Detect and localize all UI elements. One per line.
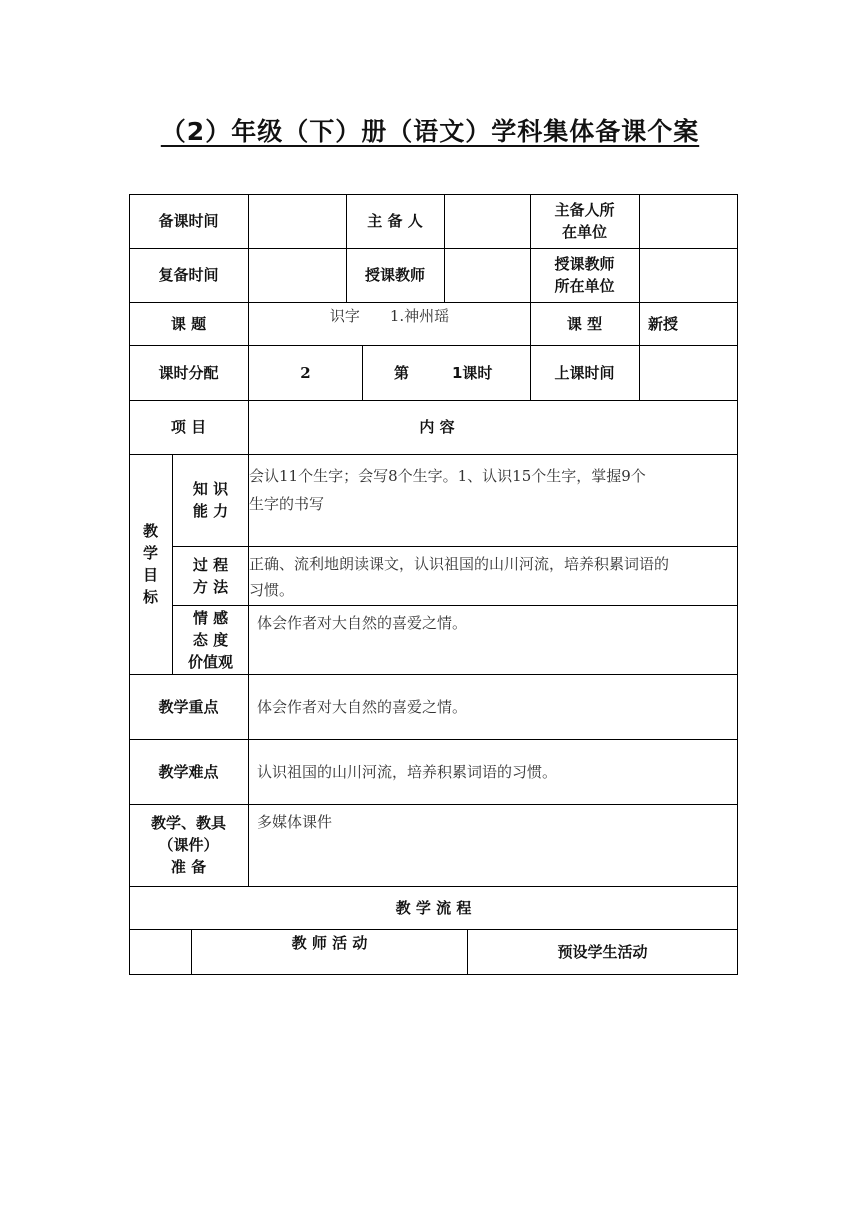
label-tools: 教学、教具 （课件） 准 备 bbox=[150, 814, 226, 876]
hours-value: 2 bbox=[300, 363, 311, 382]
label-content: 内 容 bbox=[419, 418, 455, 436]
label-teacher-activity: 教 师 活 动 bbox=[291, 934, 368, 952]
emotion-value: 体会作者对大自然的喜爱之情。 bbox=[257, 614, 468, 632]
label-difficult: 教学难点 bbox=[158, 762, 219, 781]
label-lesson-type: 课 型 bbox=[566, 314, 603, 333]
label-lead: 主 备 人 bbox=[367, 212, 423, 230]
lesson-type-value: 新授 bbox=[648, 314, 679, 333]
label-lead-unit: 主备人所 在单位 bbox=[554, 201, 615, 241]
lead-unit-value[interactable] bbox=[640, 194, 737, 248]
label-prep-time: 备课时间 bbox=[158, 212, 219, 230]
class-time-value[interactable] bbox=[640, 345, 737, 400]
process-value: 正确、流利地朗读课文，认识祖国的山川河流，培养积累词语的 习惯。 bbox=[249, 555, 670, 599]
label-review-time: 复备时间 bbox=[158, 266, 219, 284]
page-title: （2）年级（下）册（语文）学科集体备课个案 bbox=[160, 117, 700, 146]
label-teacher: 授课教师 bbox=[364, 266, 425, 284]
label-topic: 课 题 bbox=[170, 314, 207, 333]
label-item: 项 目 bbox=[170, 418, 207, 436]
label-student-activity: 预设学生活动 bbox=[557, 942, 648, 961]
label-goals: 教 学 目 标 bbox=[142, 522, 158, 606]
review-time-value[interactable] bbox=[249, 248, 346, 302]
prep-time-value[interactable] bbox=[249, 194, 346, 248]
tools-value: 多媒体课件 bbox=[257, 813, 333, 831]
lead-value[interactable] bbox=[445, 194, 530, 248]
label-emotion: 情 感 态 度 价值观 bbox=[187, 608, 233, 671]
knowledge-value: 会认11个生字；会写8个生字。1、认识15个生字，掌握9个 生字的书写 bbox=[249, 467, 646, 513]
period-value: 1课时 bbox=[452, 363, 493, 382]
label-class-time: 上课时间 bbox=[554, 363, 615, 382]
label-process: 过 程 方 法 bbox=[192, 555, 229, 596]
label-flow: 教 学 流 程 bbox=[395, 898, 472, 917]
label-knowledge: 知 识 能 力 bbox=[192, 480, 229, 520]
period-label: 第 bbox=[394, 363, 410, 382]
label-teacher-unit: 授课教师 所在单位 bbox=[554, 255, 615, 295]
difficult-value: 认识祖国的山川河流，培养积累词语的习惯。 bbox=[257, 762, 558, 781]
label-key: 教学重点 bbox=[158, 697, 219, 716]
topic-value: 识字 1.神州瑶 bbox=[329, 307, 450, 325]
key-value: 体会作者对大自然的喜爱之情。 bbox=[257, 697, 468, 716]
label-hours: 课时分配 bbox=[158, 363, 219, 382]
teacher-value[interactable] bbox=[445, 248, 530, 302]
teacher-unit-value[interactable] bbox=[640, 248, 737, 302]
